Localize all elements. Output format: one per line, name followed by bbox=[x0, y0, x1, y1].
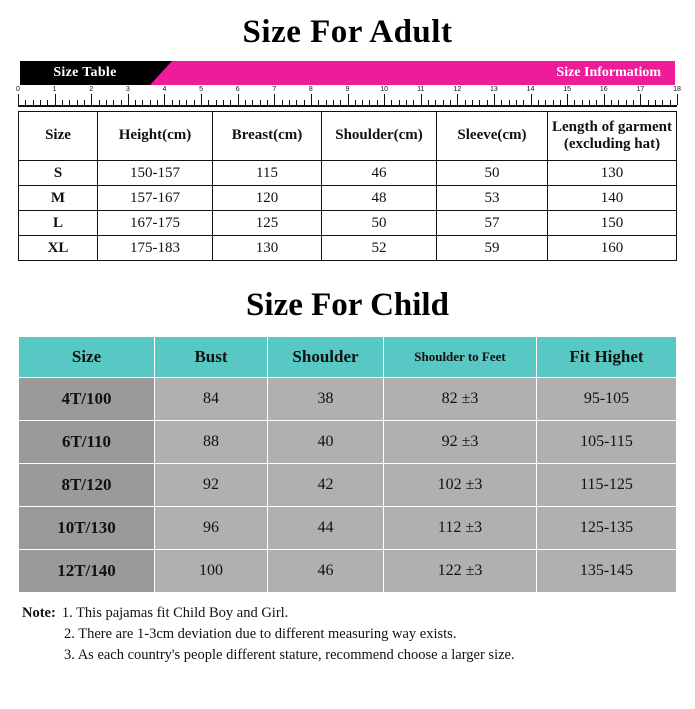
ruler-tick-minor bbox=[333, 100, 334, 105]
ruler-tick-minor bbox=[560, 100, 561, 105]
ruler-tick-minor bbox=[150, 100, 151, 105]
ruler-tick-minor bbox=[465, 100, 466, 105]
ruler-tick-minor bbox=[296, 100, 297, 105]
ruler-number: 12 bbox=[453, 86, 462, 93]
ruler-number: 15 bbox=[563, 86, 572, 93]
ribbon-left-label: Size Table bbox=[20, 61, 150, 85]
table-row bbox=[19, 211, 677, 236]
adult-header-shoulder: Shoulder(cm) bbox=[322, 112, 437, 161]
ruler-tick-minor bbox=[84, 100, 85, 105]
child-header-shoulder: Shoulder bbox=[268, 337, 384, 378]
ruler-tick-minor bbox=[340, 100, 341, 105]
ruler-tick-minor bbox=[428, 100, 429, 105]
adult-cell-breast: 130 bbox=[213, 236, 322, 261]
child-cell-fit-highet: 135-145 bbox=[537, 550, 677, 593]
child-cell-shoulder: 38 bbox=[268, 378, 384, 421]
adult-table-header-row bbox=[19, 112, 677, 161]
child-header-shoulder-to-feet: Shoulder to Feet bbox=[384, 337, 537, 378]
adult-size-table bbox=[18, 111, 677, 261]
ruler-tick-minor bbox=[318, 100, 319, 105]
note-item: 3. As each country's people different stature, recommend choose a larger size. bbox=[64, 647, 515, 664]
ruler-tick-minor bbox=[553, 100, 554, 105]
ruler-number: 2 bbox=[89, 86, 94, 93]
ruler-tick-minor bbox=[230, 100, 231, 105]
ruler-tick-minor bbox=[450, 100, 451, 105]
ruler-tick-minor bbox=[223, 100, 224, 105]
ruler-number: 11 bbox=[417, 86, 425, 93]
ruler-tick-minor bbox=[77, 100, 78, 105]
ruler-tick-minor bbox=[33, 100, 34, 105]
ruler-tick bbox=[640, 94, 641, 105]
ruler-tick-minor bbox=[662, 100, 663, 105]
table-row bbox=[19, 421, 677, 464]
ruler-tick bbox=[238, 94, 239, 105]
child-cell-shoulder-to-feet: 82 ±3 bbox=[384, 378, 537, 421]
ruler-tick-minor bbox=[172, 100, 173, 105]
child-cell-fit-highet: 115-125 bbox=[537, 464, 677, 507]
adult-cell-sleeve: 57 bbox=[437, 211, 548, 236]
ruler-tick-minor bbox=[245, 100, 246, 105]
note-first-row bbox=[22, 603, 673, 624]
ruler-tick-minor bbox=[25, 100, 26, 105]
adult-cell-shoulder: 52 bbox=[322, 236, 437, 261]
child-cell-fit-highet: 105-115 bbox=[537, 421, 677, 464]
child-cell-shoulder: 40 bbox=[268, 421, 384, 464]
ruler-tick bbox=[384, 94, 385, 105]
adult-cell-size: M bbox=[19, 186, 98, 211]
ruler-tick bbox=[18, 94, 19, 105]
ruler-tick-minor bbox=[435, 100, 436, 105]
ruler-tick-minor bbox=[252, 100, 253, 105]
adult-header-length: Length of garment (excluding hat) bbox=[548, 112, 677, 161]
child-header-size: Size bbox=[19, 337, 155, 378]
child-cell-fit-highet: 95-105 bbox=[537, 378, 677, 421]
adult-cell-length: 160 bbox=[548, 236, 677, 261]
ruler-tick-minor bbox=[611, 100, 612, 105]
ruler-tick-minor bbox=[121, 100, 122, 105]
ruler-number: 14 bbox=[526, 86, 535, 93]
notes-label: Note: bbox=[22, 605, 56, 621]
adult-header-size: Size bbox=[19, 112, 98, 161]
ruler-tick-minor bbox=[648, 100, 649, 105]
ruler-tick-minor bbox=[670, 100, 671, 105]
ruler-tick-minor bbox=[633, 100, 634, 105]
ruler-tick-minor bbox=[260, 100, 261, 105]
ruler-number: 17 bbox=[636, 86, 645, 93]
table-row bbox=[19, 550, 677, 593]
ruler-tick-minor bbox=[355, 100, 356, 105]
ruler-tick-minor bbox=[186, 100, 187, 105]
adult-cell-length: 140 bbox=[548, 186, 677, 211]
ruler-number: 9 bbox=[345, 86, 350, 93]
ruler-tick bbox=[201, 94, 202, 105]
ruler-tick-minor bbox=[106, 100, 107, 105]
ruler-tick-minor bbox=[304, 100, 305, 105]
ruler-tick-minor bbox=[472, 100, 473, 105]
ruler-tick-minor bbox=[391, 100, 392, 105]
ruler-tick bbox=[274, 94, 275, 105]
ruler-tick-minor bbox=[282, 100, 283, 105]
child-cell-shoulder: 46 bbox=[268, 550, 384, 593]
notes-block bbox=[22, 603, 673, 666]
child-cell-size: 6T/110 bbox=[19, 421, 155, 464]
ruler-tick-minor bbox=[655, 100, 656, 105]
ruler-number: 18 bbox=[673, 86, 681, 93]
ruler-tick-minor bbox=[289, 100, 290, 105]
adult-cell-breast: 125 bbox=[213, 211, 322, 236]
table-row bbox=[19, 236, 677, 261]
ruler-tick-minor bbox=[69, 100, 70, 105]
ruler-tick-minor bbox=[399, 100, 400, 105]
child-cell-shoulder-to-feet: 102 ±3 bbox=[384, 464, 537, 507]
ribbon-notch bbox=[150, 61, 172, 85]
adult-cell-size: L bbox=[19, 211, 98, 236]
ruler-tick-minor bbox=[40, 100, 41, 105]
note-item: 1. This pajamas fit Child Boy and Girl. bbox=[61, 605, 289, 621]
ruler-tick-minor bbox=[443, 100, 444, 105]
adult-header-breast: Breast(cm) bbox=[213, 112, 322, 161]
ribbon-right-label: Size Informatiom bbox=[556, 65, 661, 80]
adult-cell-height: 157-167 bbox=[98, 186, 213, 211]
ruler-tick-minor bbox=[618, 100, 619, 105]
ruler-tick bbox=[494, 94, 495, 105]
ruler-number: 6 bbox=[235, 86, 240, 93]
child-cell-shoulder-to-feet: 92 ±3 bbox=[384, 421, 537, 464]
ruler-tick bbox=[91, 94, 92, 105]
ruler-tick bbox=[421, 94, 422, 105]
ruler-tick-minor bbox=[113, 100, 114, 105]
child-header-fit-highet: Fit Highet bbox=[537, 337, 677, 378]
ruler-tick-minor bbox=[194, 100, 195, 105]
child-section-title: Size For Child bbox=[246, 287, 449, 323]
adult-cell-shoulder: 48 bbox=[322, 186, 437, 211]
ruler-tick-minor bbox=[216, 100, 217, 105]
ruler-number: 3 bbox=[125, 86, 130, 93]
child-cell-size: 10T/130 bbox=[19, 507, 155, 550]
adult-cell-size: S bbox=[19, 161, 98, 186]
note-item: 2. There are 1-3cm deviation due to different measuring way exists. bbox=[64, 626, 457, 643]
child-cell-shoulder-to-feet: 122 ±3 bbox=[384, 550, 537, 593]
ruler-tick bbox=[55, 94, 56, 105]
adult-cell-sleeve: 53 bbox=[437, 186, 548, 211]
adult-cell-sleeve: 59 bbox=[437, 236, 548, 261]
ruler-tick-minor bbox=[596, 100, 597, 105]
ruler-tick bbox=[567, 94, 568, 105]
ruler-tick-minor bbox=[157, 100, 158, 105]
ruler-tick-minor bbox=[47, 100, 48, 105]
child-cell-bust: 88 bbox=[155, 421, 268, 464]
adult-cell-length: 150 bbox=[548, 211, 677, 236]
child-header-bust: Bust bbox=[155, 337, 268, 378]
child-cell-bust: 92 bbox=[155, 464, 268, 507]
table-row bbox=[19, 464, 677, 507]
ruler-tick-minor bbox=[479, 100, 480, 105]
ruler-tick-minor bbox=[208, 100, 209, 105]
child-cell-shoulder: 42 bbox=[268, 464, 384, 507]
size-chart-page bbox=[0, 14, 695, 709]
ruler-tick-minor bbox=[406, 100, 407, 105]
ruler-tick bbox=[348, 94, 349, 105]
table-row bbox=[19, 186, 677, 211]
ruler-number: 1 bbox=[52, 86, 57, 93]
ruler-tick-minor bbox=[516, 100, 517, 105]
ruler-tick-minor bbox=[487, 100, 488, 105]
ruler-tick-minor bbox=[326, 100, 327, 105]
ruler-tick bbox=[457, 94, 458, 105]
ribbon-right-banner bbox=[150, 61, 675, 85]
ruler-number: 10 bbox=[380, 86, 389, 93]
ruler-tick-minor bbox=[509, 100, 510, 105]
adult-cell-size: XL bbox=[19, 236, 98, 261]
adult-cell-height: 167-175 bbox=[98, 211, 213, 236]
adult-cell-breast: 115 bbox=[213, 161, 322, 186]
ruler-number: 0 bbox=[16, 86, 20, 93]
child-cell-size: 4T/100 bbox=[19, 378, 155, 421]
ruler-tick-minor bbox=[589, 100, 590, 105]
ruler-tick-minor bbox=[538, 100, 539, 105]
ruler-tick-minor bbox=[362, 100, 363, 105]
ruler-tick bbox=[128, 94, 129, 105]
ruler-tick bbox=[531, 94, 532, 105]
ruler-tick-minor bbox=[142, 100, 143, 105]
adult-section-title: Size For Adult bbox=[242, 14, 453, 50]
ruler-number: 13 bbox=[490, 86, 498, 93]
ruler-tick-minor bbox=[135, 100, 136, 105]
child-table-header-row bbox=[19, 337, 677, 378]
ruler-tick-minor bbox=[99, 100, 100, 105]
ruler-number: 8 bbox=[308, 86, 313, 93]
child-cell-shoulder-to-feet: 112 ±3 bbox=[384, 507, 537, 550]
child-size-table bbox=[18, 336, 677, 593]
table-row bbox=[19, 507, 677, 550]
ruler-tick-minor bbox=[582, 100, 583, 105]
ruler-tick-minor bbox=[413, 100, 414, 105]
ruler-number: 7 bbox=[272, 86, 277, 93]
child-cell-fit-highet: 125-135 bbox=[537, 507, 677, 550]
ruler-tick-minor bbox=[62, 100, 63, 105]
ruler-tick-minor bbox=[179, 100, 180, 105]
adult-cell-breast: 120 bbox=[213, 186, 322, 211]
ruler-number: 5 bbox=[199, 86, 203, 93]
adult-header-height: Height(cm) bbox=[98, 112, 213, 161]
adult-cell-length: 130 bbox=[548, 161, 677, 186]
ruler-tick bbox=[311, 94, 312, 105]
adult-cell-shoulder: 50 bbox=[322, 211, 437, 236]
ruler-tick-minor bbox=[501, 100, 502, 105]
child-cell-bust: 96 bbox=[155, 507, 268, 550]
ruler-tick-minor bbox=[523, 100, 524, 105]
child-cell-bust: 100 bbox=[155, 550, 268, 593]
ruler-tick-minor bbox=[574, 100, 575, 105]
table-row bbox=[19, 161, 677, 186]
ruler-tick bbox=[677, 94, 678, 105]
ruler-number: 4 bbox=[162, 86, 167, 93]
adult-header-sleeve: Sleeve(cm) bbox=[437, 112, 548, 161]
child-cell-shoulder: 44 bbox=[268, 507, 384, 550]
child-cell-size: 8T/120 bbox=[19, 464, 155, 507]
ruler-tick-minor bbox=[626, 100, 627, 105]
adult-cell-height: 150-157 bbox=[98, 161, 213, 186]
ruler-number: 16 bbox=[599, 86, 608, 93]
adult-cell-sleeve: 50 bbox=[437, 161, 548, 186]
child-cell-bust: 84 bbox=[155, 378, 268, 421]
ruler-tick-minor bbox=[369, 100, 370, 105]
ruler-tick bbox=[164, 94, 165, 105]
table-row bbox=[19, 378, 677, 421]
adult-cell-shoulder: 46 bbox=[322, 161, 437, 186]
child-cell-size: 12T/140 bbox=[19, 550, 155, 593]
ruler-tick-minor bbox=[545, 100, 546, 105]
ruler-tick-minor bbox=[377, 100, 378, 105]
adult-cell-height: 175-183 bbox=[98, 236, 213, 261]
ruler-graphic bbox=[16, 86, 681, 107]
ruler-tick bbox=[604, 94, 605, 105]
size-table-ribbon bbox=[20, 61, 675, 85]
ruler-tick-minor bbox=[267, 100, 268, 105]
